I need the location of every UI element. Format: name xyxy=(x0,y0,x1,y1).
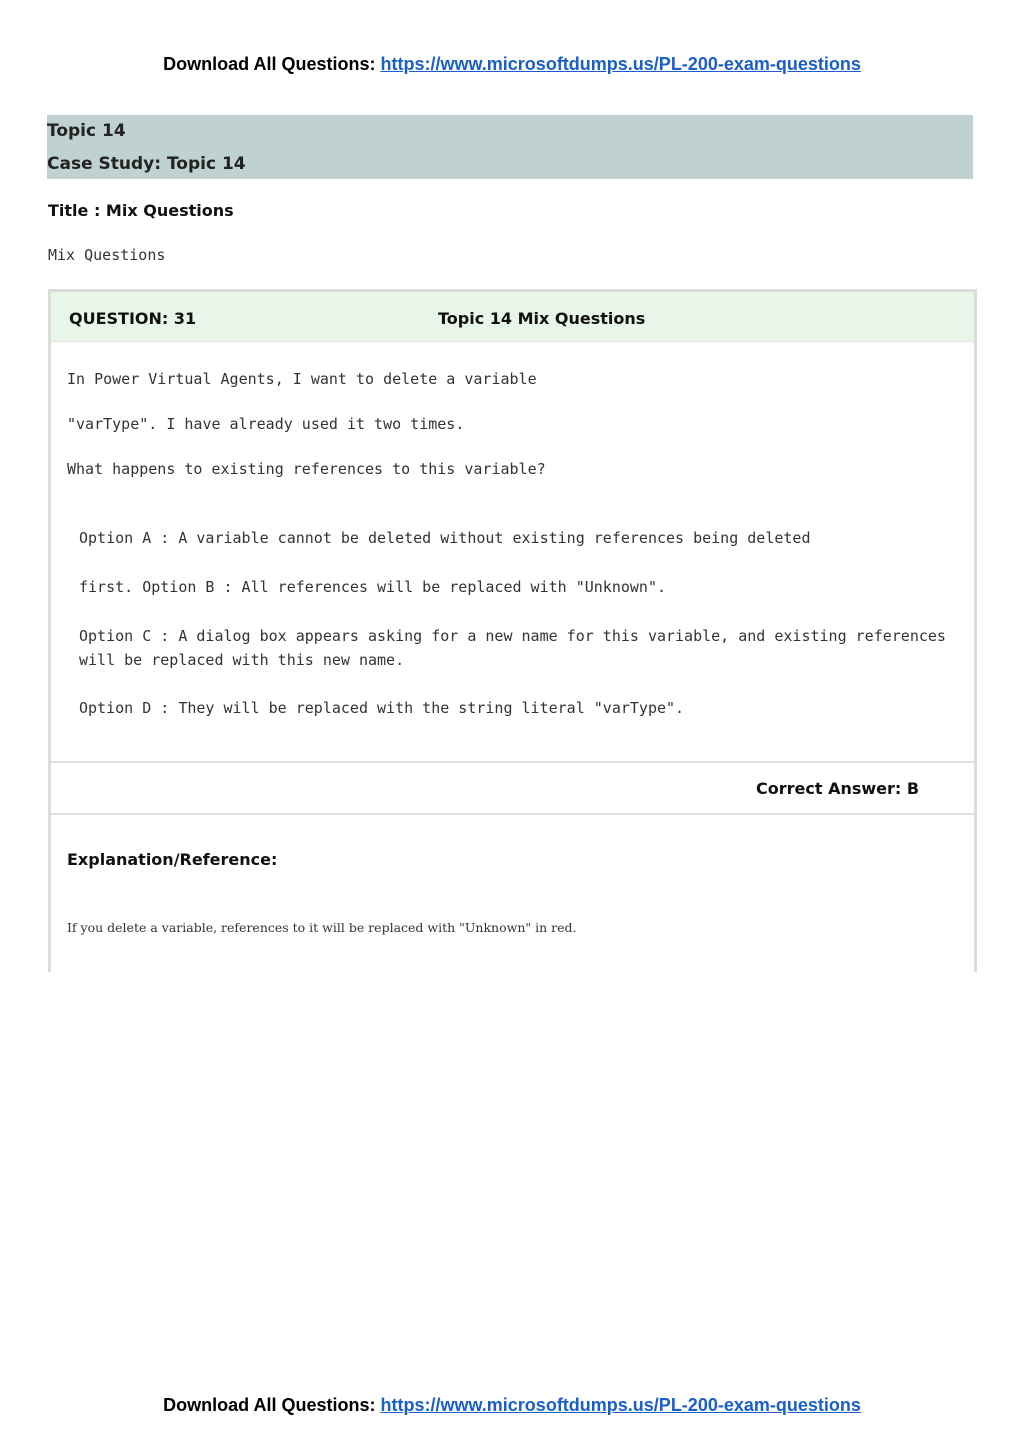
page-title: Title : Mix Questions xyxy=(48,201,234,220)
question-header xyxy=(51,292,974,342)
download-label: Download All Questions: xyxy=(163,1395,381,1415)
download-banner-bottom xyxy=(0,1394,1024,1416)
question-topic: Topic 14 Mix Questions xyxy=(438,309,646,328)
page-subtitle: Mix Questions xyxy=(48,246,166,264)
download-link[interactable]: https://www.microsoftdumps.us/PL-200-exam-questions xyxy=(380,54,861,74)
question-text-line: In Power Virtual Agents, I want to delete a variable xyxy=(67,370,537,388)
option-c: Option C : A dialog box appears asking for a new name for this variable, and existing references xyxy=(79,627,946,645)
option-a: Option A : A variable cannot be deleted without existing references being deleted xyxy=(79,529,811,547)
correct-answer: Correct Answer: B xyxy=(756,779,920,798)
question-number: QUESTION: 31 xyxy=(69,309,197,328)
divider xyxy=(51,813,974,815)
case-study-title: Case Study: Topic 14 xyxy=(47,154,246,174)
topic-title: Topic 14 xyxy=(47,121,126,141)
download-banner-top xyxy=(0,53,1024,75)
option-c-continued: will be replaced with this new name. xyxy=(79,651,405,669)
topic-header xyxy=(47,115,973,179)
question-text-line: "varType". I have already used it two times. xyxy=(67,415,465,433)
option-d: Option D : They will be replaced with the string literal "varType". xyxy=(79,699,685,717)
question-text-line: What happens to existing references to this variable? xyxy=(67,460,546,478)
download-label: Download All Questions: xyxy=(163,54,381,74)
explanation-text: If you delete a variable, references to it will be replaced with "Unknown" in red. xyxy=(67,920,577,935)
divider xyxy=(51,761,974,763)
explanation-title: Explanation/Reference: xyxy=(67,850,278,869)
question-card xyxy=(48,289,977,972)
option-b: first. Option B : All references will be replaced with "Unknown". xyxy=(79,578,666,596)
download-link[interactable]: https://www.microsoftdumps.us/PL-200-exam-questions xyxy=(380,1395,861,1415)
